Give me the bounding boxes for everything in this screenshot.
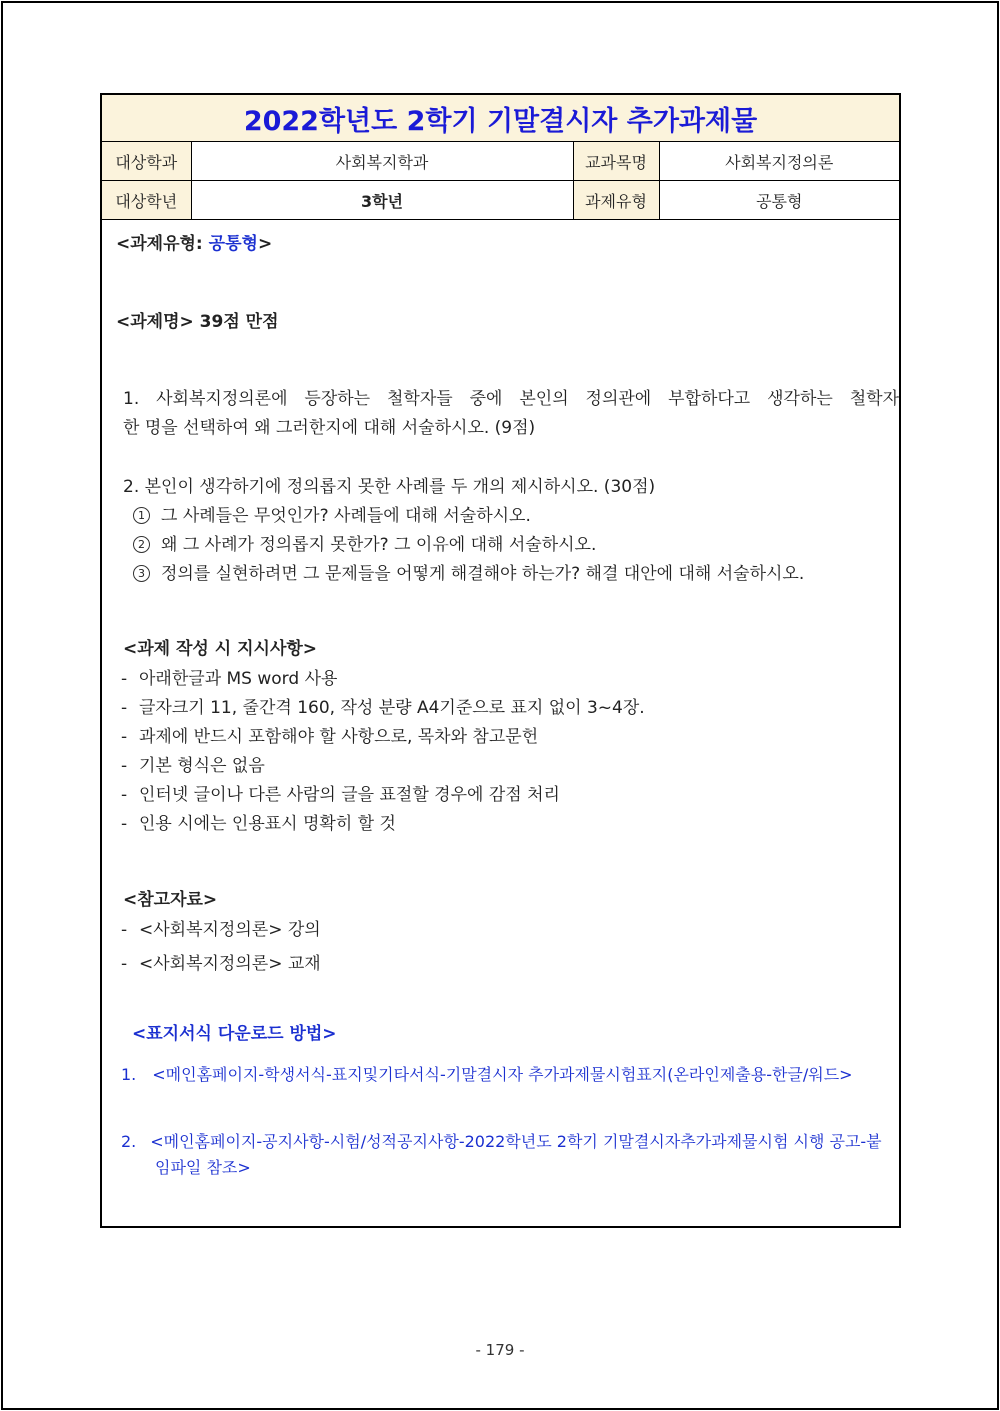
question-2-sub-2	[102, 531, 899, 560]
references-heading: <참고자료>	[123, 890, 218, 910]
question-1-line-2: 한 명을 선택하여 왜 그러한지에 대해 서술하시오. (9점)	[123, 418, 536, 438]
info-row-2	[102, 181, 899, 220]
dash-bullet: -	[121, 954, 128, 974]
reference-item	[102, 950, 899, 979]
download-link-1-num: 1.	[121, 1065, 137, 1084]
instruction-item	[102, 781, 899, 810]
instruction-item	[102, 752, 899, 781]
document-title: 2022학년도 2학기 기말결시자 추가과제물	[102, 95, 899, 142]
question-1-line-1: 1. 사회복지정의론에 등장하는 철학자들 중에 본인의 정의관에 부합하다고 생각하는 철학자	[123, 389, 899, 409]
page-number: - 179 -	[475, 1341, 525, 1359]
dash-bullet: -	[121, 669, 128, 689]
download-link-2[interactable]	[102, 1129, 899, 1181]
download-link-2-text[interactable]: <메인홈페이지-공지사항-시험/성적공지사항-2022학년도 2학기 기말결시자추가과제물시험 시행 공고-붙임파일 참조>	[150, 1132, 882, 1177]
dash-bullet: -	[121, 785, 128, 805]
reference-item	[102, 916, 899, 945]
assignment-type-suffix: >	[257, 234, 273, 254]
course-label: 교과목명	[573, 142, 659, 181]
assignment-type-prefix: <과제유형:	[116, 234, 209, 254]
sub-3-text: 정의를 실현하려면 그 문제들을 어떻게 해결해야 하는가? 해결 대안에 대해 서술하시오.	[161, 564, 805, 584]
dash-bullet: -	[121, 920, 128, 940]
download-heading: <표지서식 다운로드 방법>	[132, 1024, 337, 1044]
question-2-sub-3	[102, 560, 899, 589]
instruction-text: 아래한글과 MS word 사용	[139, 669, 338, 689]
assignment-type-line	[102, 230, 899, 259]
instructions-heading: <과제 작성 시 지시사항>	[123, 639, 318, 659]
assignment-name: <과제명> 39점 만점	[116, 312, 279, 332]
question-2	[102, 473, 899, 502]
instruction-text: 기본 형식은 없음	[139, 756, 265, 776]
reference-text: <사회복지정의론> 교재	[139, 954, 321, 974]
dept-value: 사회복지학과	[191, 142, 573, 181]
sub-1-text: 그 사례들은 무엇인가? 사례들에 대해 서술하시오.	[161, 506, 531, 526]
instruction-text: 과제에 반드시 포함해야 할 사항으로, 목차와 참고문헌	[139, 727, 539, 747]
download-link-1[interactable]	[102, 1062, 899, 1088]
reference-text: <사회복지정의론> 강의	[139, 920, 321, 940]
instruction-item	[102, 810, 899, 839]
instruction-text: 글자크기 11, 줄간격 160, 작성 분량 A4기준으로 표지 없이 3~4장.	[139, 698, 645, 718]
download-link-2-num: 2.	[121, 1132, 137, 1151]
dash-bullet: -	[121, 814, 128, 834]
download-link-1-text[interactable]: <메인홈페이지-학생서식-표지및기타서식-기말결시자 추가과제물시험표지(온라인제출용-한글/워드>	[152, 1065, 853, 1084]
instruction-text: 인터넷 글이나 다른 사람의 글을 표절할 경우에 감점 처리	[139, 785, 560, 805]
type-label: 과제유형	[573, 181, 659, 220]
grade-value: 3학년	[191, 181, 573, 220]
sub-2-text: 왜 그 사례가 정의롭지 못한가? 그 이유에 대해 서술하시오.	[161, 535, 597, 555]
circled-number-3: 3	[133, 565, 150, 582]
dept-label: 대상학과	[102, 142, 191, 181]
instruction-item	[102, 665, 899, 694]
assignment-sheet	[100, 93, 901, 1228]
circled-number-2: 2	[133, 536, 150, 553]
assignment-type-value: 공통형	[208, 234, 258, 254]
question-1	[102, 385, 899, 443]
info-table	[102, 142, 899, 220]
type-value: 공통형	[659, 181, 899, 220]
course-value: 사회복지정의론	[659, 142, 899, 181]
instruction-item	[102, 723, 899, 752]
dash-bullet: -	[121, 727, 128, 747]
instruction-text: 인용 시에는 인용표시 명확히 할 것	[139, 814, 396, 834]
question-2-line-1: 2. 본인이 생각하기에 정의롭지 못한 사례를 두 개의 제시하시오. (30점)	[123, 477, 656, 497]
grade-label: 대상학년	[102, 181, 191, 220]
dash-bullet: -	[121, 698, 128, 718]
question-2-sub-1	[102, 502, 899, 531]
instruction-item	[102, 694, 899, 723]
circled-number-1: 1	[133, 507, 150, 524]
info-row-1	[102, 142, 899, 181]
dash-bullet: -	[121, 756, 128, 776]
